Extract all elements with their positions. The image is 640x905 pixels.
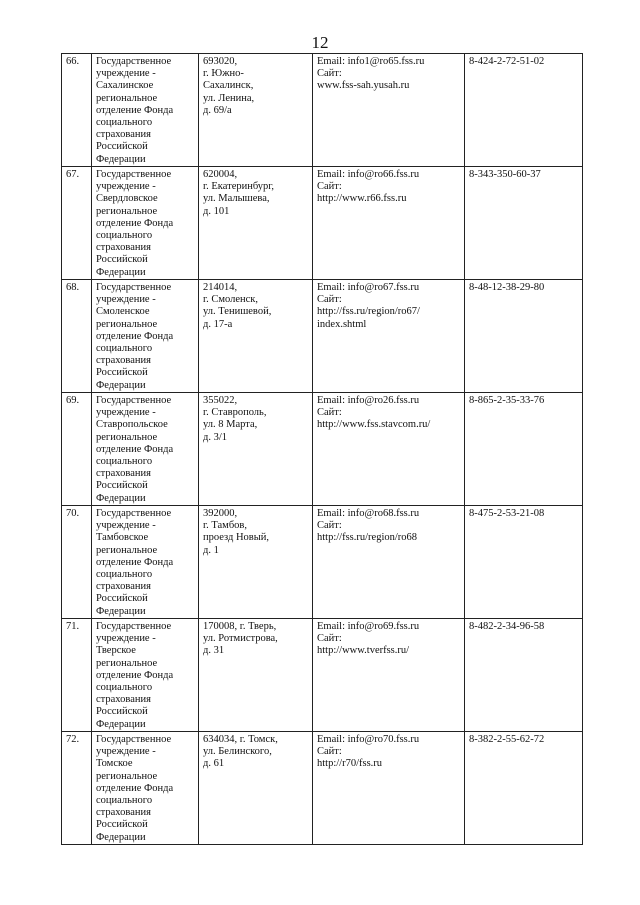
postal-address-line: д. 61 (203, 758, 225, 770)
contact-info-line: Сайт: (317, 746, 342, 758)
institution-name-line: Российской (96, 480, 148, 492)
postal-address (199, 619, 313, 732)
institution-name (92, 167, 199, 280)
institution-name-line: региональное (96, 205, 158, 217)
institution-name-line: региональное (96, 770, 158, 782)
contact-info-line: Email: info@ro69.fss.ru (317, 621, 420, 632)
institution-name-line: Российской (96, 367, 148, 379)
institution-name-line: социального (96, 682, 153, 694)
row-number: 72. (62, 732, 92, 845)
institution-name-line: Федерации (96, 153, 146, 165)
contact-info (313, 54, 465, 167)
row-number: 69. (62, 393, 92, 506)
institution-name-line: учреждение - (96, 68, 156, 80)
contact-info-line: Email: info@ro67.fss.ru (317, 282, 420, 293)
institution-name-line: учреждение - (96, 294, 156, 306)
institution-name-line: региональное (96, 431, 158, 443)
postal-address-line: 355022, (203, 395, 238, 406)
postal-address-line: г. Южно- (203, 68, 244, 80)
institution-name-line: Государственное (96, 282, 172, 293)
contact-info-line: Email: info@ro26.fss.ru (317, 395, 420, 406)
institution-name (92, 619, 199, 732)
contact-info-line: Email: info@ro66.fss.ru (317, 169, 420, 180)
postal-address (199, 732, 313, 845)
institution-name (92, 732, 199, 845)
institution-name-line: учреждение - (96, 181, 156, 193)
institution-name-line: Государственное (96, 56, 172, 67)
row-number: 66. (62, 54, 92, 167)
postal-address-line: д. 69/а (203, 104, 232, 116)
contact-info (313, 619, 465, 732)
institution-name-line: Федерации (96, 718, 146, 730)
contact-info (313, 167, 465, 280)
contact-info-line: Сайт: (317, 294, 342, 306)
contact-info (313, 732, 465, 845)
postal-address-line: г. Смоленск, (203, 294, 259, 306)
contact-info-line: Email: info@ro70.fss.ru (317, 734, 420, 745)
institution-name-line: Федерации (96, 379, 146, 391)
institution-name-line: отделение Фонда (96, 782, 174, 794)
postal-address-line: 693020, (203, 56, 238, 67)
contact-info-line: Email: info@ro68.fss.ru (317, 508, 420, 519)
table-row (62, 506, 583, 619)
row-number: 71. (62, 619, 92, 732)
contact-info-line: Сайт: (317, 181, 342, 193)
postal-address-line: 620004, (203, 169, 238, 180)
institution-name-line: Российской (96, 706, 148, 718)
postal-address-line: ул. 8 Марта, (203, 419, 258, 431)
postal-address-line: Сахалинск, (203, 80, 254, 92)
institution-name-line: Российской (96, 141, 148, 153)
row-number: 67. (62, 167, 92, 280)
postal-address-line: г. Екатеринбург, (203, 181, 275, 193)
contact-info-line: http://fss.ru/region/ro68 (317, 532, 418, 544)
contact-info-line: Email: info1@ro65.fss.ru (317, 56, 425, 67)
contact-info-line: Сайт: (317, 633, 342, 645)
institution-name-line: региональное (96, 544, 158, 556)
institution-name-line: страхования (96, 694, 151, 706)
institution-name-line: Государственное (96, 621, 172, 632)
table-row (62, 280, 583, 393)
postal-address-line: 392000, (203, 508, 238, 519)
institution-name-line: Государственное (96, 395, 172, 406)
contact-info-line: http://www.r66.fss.ru (317, 193, 407, 205)
phone-number: 8-424-2-72-51-02 (465, 54, 583, 167)
postal-address-line: проезд Новый, (203, 532, 270, 544)
institution-name-line: учреждение - (96, 633, 156, 645)
postal-address (199, 280, 313, 393)
institution-name-line: страхования (96, 581, 151, 593)
institution-name-line: отделение Фонда (96, 104, 174, 116)
contact-info-line: Сайт: (317, 520, 342, 532)
institution-name-line: страхования (96, 242, 151, 254)
postal-address-line: г. Ставрополь, (203, 407, 267, 419)
postal-address-line: д. 101 (203, 205, 230, 217)
institution-name-line: Ставропольское (96, 419, 168, 431)
table-row (62, 619, 583, 732)
phone-number: 8-482-2-34-96-58 (465, 619, 583, 732)
institution-name-line: социального (96, 230, 153, 242)
contact-info-line: www.fss-sah.yusah.ru (317, 80, 410, 92)
postal-address-line: ул. Малышева, (203, 193, 270, 205)
contact-info-line: Сайт: (317, 68, 342, 80)
institution-name-line: отделение Фонда (96, 217, 174, 229)
institution-name-line: социального (96, 795, 153, 807)
row-number: 70. (62, 506, 92, 619)
institution-name-line: Государственное (96, 734, 172, 745)
institution-name-line: Томское (96, 758, 133, 770)
phone-number: 8-48-12-38-29-80 (465, 280, 583, 393)
institution-name (92, 506, 199, 619)
table-body (62, 54, 583, 845)
contact-info-line: Сайт: (317, 407, 342, 419)
institution-name-line: отделение Фонда (96, 556, 174, 568)
institution-name-line: страхования (96, 129, 151, 141)
institution-name-line: Федерации (96, 492, 146, 504)
postal-address (199, 393, 313, 506)
institution-name-line: Тамбовское (96, 532, 149, 544)
institution-name-line: региональное (96, 318, 158, 330)
postal-address-line: ул. Ленина, (203, 92, 255, 104)
institution-name-line: Федерации (96, 831, 146, 843)
table-row (62, 393, 583, 506)
contact-info-line: http://fss.ru/region/ro67/ (317, 306, 420, 318)
postal-address-line: д. 3/1 (203, 431, 228, 443)
postal-address (199, 167, 313, 280)
institution-name-line: региональное (96, 92, 158, 104)
institution-name-line: Российской (96, 819, 148, 831)
institution-name-line: региональное (96, 657, 158, 669)
institution-name (92, 393, 199, 506)
institution-name (92, 280, 199, 393)
row-number: 68. (62, 280, 92, 393)
institution-name-line: Тверское (96, 645, 136, 657)
contact-info (313, 280, 465, 393)
institution-name-line: Свердловское (96, 193, 158, 205)
institution-name-line: Государственное (96, 169, 172, 180)
institution-name-line: Смоленское (96, 306, 150, 318)
contact-info-line: index.shtml (317, 318, 367, 330)
contact-info (313, 393, 465, 506)
institution-name-line: Государственное (96, 508, 172, 519)
institution-name-line: учреждение - (96, 520, 156, 532)
postal-address (199, 506, 313, 619)
postal-address-line: ул. Тенишевой, (203, 306, 272, 318)
institution-name-line: Российской (96, 254, 148, 266)
contact-info-line: http://www.fss.stavcom.ru/ (317, 419, 431, 431)
phone-number: 8-865-2-35-33-76 (465, 393, 583, 506)
institution-name-line: отделение Фонда (96, 669, 174, 681)
postal-address (199, 54, 313, 167)
postal-address-line: д. 31 (203, 645, 225, 657)
institution-name-line: отделение Фонда (96, 330, 174, 342)
page-number: 12 (311, 33, 329, 52)
institution-name-line: Сахалинское (96, 80, 154, 92)
fss-offices-table (61, 53, 583, 845)
postal-address-line: 634034, г. Томск, (203, 734, 278, 745)
institution-name-line: учреждение - (96, 407, 156, 419)
contact-info-line: http://www.tverfss.ru/ (317, 645, 410, 657)
postal-address-line: г. Тамбов, (203, 520, 248, 532)
postal-address-line: ул. Белинского, (203, 746, 272, 758)
table-row (62, 732, 583, 845)
table-row (62, 54, 583, 167)
postal-address-line: д. 1 (203, 544, 219, 556)
institution-name (92, 54, 199, 167)
institution-name-line: учреждение - (96, 746, 156, 758)
institution-name-line: Федерации (96, 266, 146, 278)
institution-name-line: Российской (96, 593, 148, 605)
phone-number: 8-382-2-55-62-72 (465, 732, 583, 845)
institution-name-line: страхования (96, 355, 151, 367)
phone-number: 8-343-350-60-37 (465, 167, 583, 280)
institution-name-line: социального (96, 569, 153, 581)
postal-address-line: д. 17-а (203, 318, 233, 330)
postal-address-line: 214014, (203, 282, 238, 293)
phone-number: 8-475-2-53-21-08 (465, 506, 583, 619)
contact-info (313, 506, 465, 619)
institution-name-line: Федерации (96, 605, 146, 617)
postal-address-line: ул. Ротмистрова, (203, 633, 278, 645)
contact-info-line: http://r70/fss.ru (317, 758, 383, 770)
institution-name-line: отделение Фонда (96, 443, 174, 455)
institution-name-line: социального (96, 343, 153, 355)
institution-name-line: социального (96, 117, 153, 129)
institution-name-line: социального (96, 456, 153, 468)
postal-address-line: 170008, г. Тверь, (203, 621, 277, 632)
institution-name-line: страхования (96, 468, 151, 480)
table-row (62, 167, 583, 280)
institution-name-line: страхования (96, 807, 151, 819)
